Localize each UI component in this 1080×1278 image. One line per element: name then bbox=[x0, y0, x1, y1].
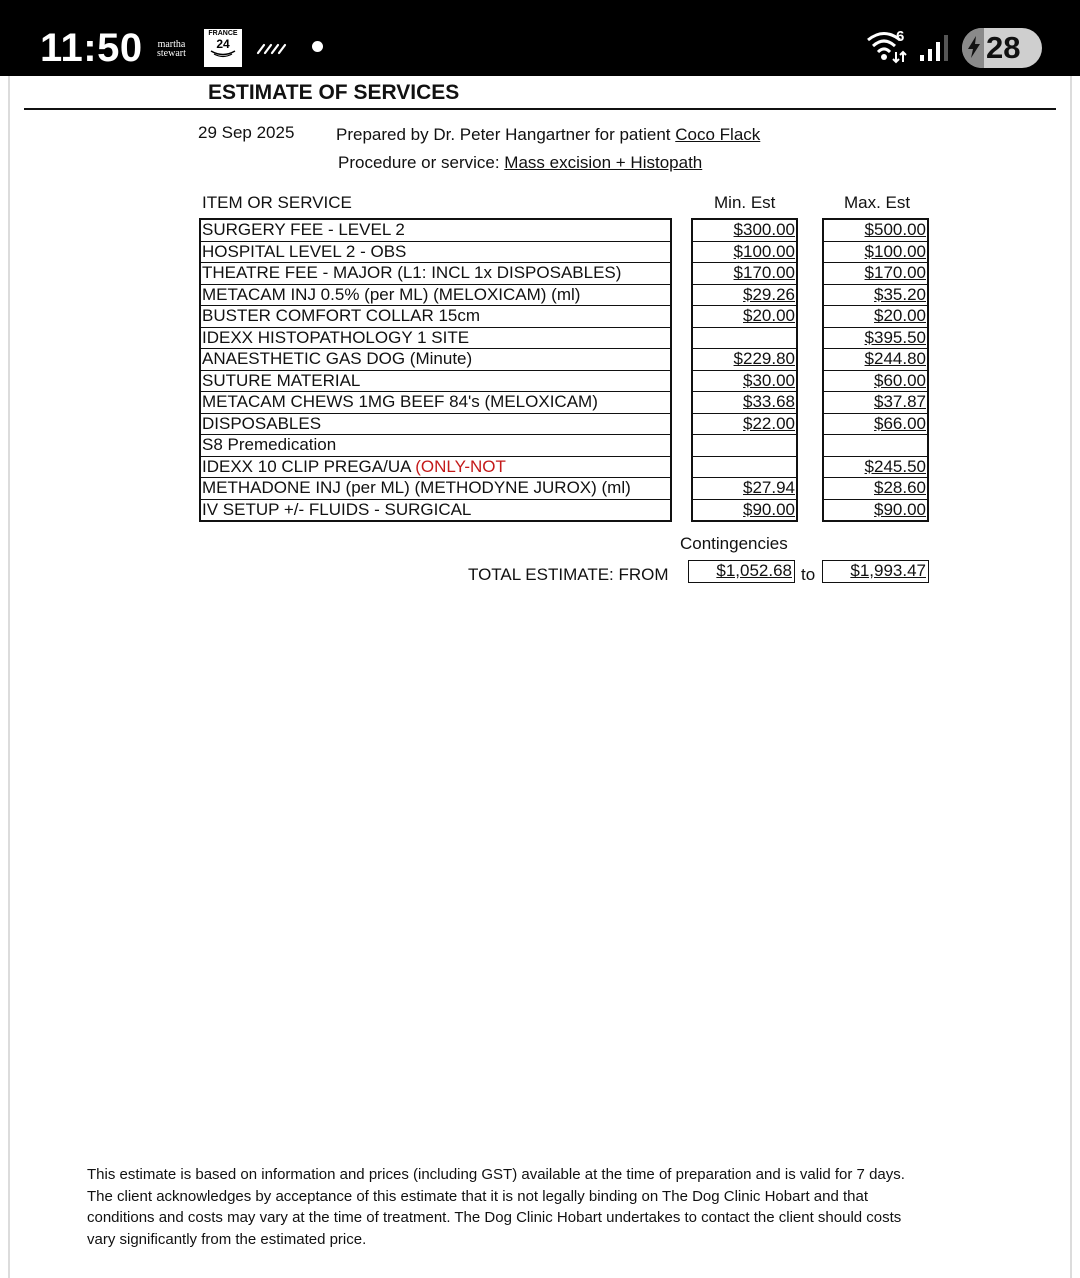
max-estimate-cell: $100.00 bbox=[824, 242, 927, 264]
cell-signal-icon bbox=[918, 33, 950, 68]
max-estimate-cell: $60.00 bbox=[824, 371, 927, 393]
max-estimate-cell: $170.00 bbox=[824, 263, 927, 285]
max-estimate-cell: $395.50 bbox=[824, 328, 927, 350]
total-estimate-label: TOTAL ESTIMATE: FROM bbox=[468, 565, 669, 584]
item-name: IV SETUP +/- FLUIDS - SURGICAL bbox=[202, 499, 472, 519]
item-name: DISPOSABLES bbox=[202, 413, 322, 433]
procedure-line bbox=[338, 152, 702, 174]
item-name: ANAESTHETIC GAS DOG (Minute) bbox=[202, 349, 473, 368]
battery-charging-icon bbox=[967, 36, 981, 64]
martha-line2: stewart bbox=[157, 48, 186, 59]
table-row-item bbox=[201, 414, 670, 436]
battery-indicator bbox=[962, 28, 1042, 68]
procedure-name: Mass excision + Histopath bbox=[504, 153, 703, 172]
min-estimate-cell: $100.00 bbox=[693, 242, 796, 264]
martha-stewart-notification-icon bbox=[157, 40, 186, 58]
min-estimate-cell: $229.80 bbox=[693, 349, 796, 371]
status-clock: 11:50 bbox=[40, 26, 143, 70]
min-estimate-cell: $29.26 bbox=[693, 285, 796, 307]
item-name: METACAM INJ 0.5% (per ML) (MELOXICAM) (ml) bbox=[202, 284, 581, 304]
min-estimate-cell: $170.00 bbox=[693, 263, 796, 285]
min-column-header: Min. Est bbox=[714, 193, 776, 212]
table-row-item bbox=[201, 371, 670, 393]
page-edge-left bbox=[8, 76, 10, 1278]
item-name: HOSPITAL LEVEL 2 - OBS bbox=[202, 241, 407, 261]
item-name: THEATRE FEE - MAJOR (L1: INCL 1x DISPOSABLES) bbox=[202, 263, 622, 282]
max-estimate-cell: $245.50 bbox=[824, 457, 927, 479]
table-row-item bbox=[201, 392, 670, 414]
document-title: ESTIMATE OF SERVICES bbox=[208, 81, 460, 104]
battery-percent: 28 bbox=[986, 30, 1021, 65]
patient-name: Coco Flack bbox=[675, 125, 761, 144]
item-name: IDEXX HISTOPATHOLOGY 1 SITE bbox=[202, 327, 470, 347]
max-estimate-column bbox=[822, 218, 929, 522]
max-estimate-cell: $90.00 bbox=[874, 499, 926, 519]
contingencies-label: Contingencies bbox=[680, 534, 788, 553]
martha-line1: martha bbox=[157, 39, 186, 50]
item-column-header: ITEM OR SERVICE bbox=[202, 193, 352, 212]
disclaimer-line: vary significantly from the estimated price. bbox=[87, 1231, 367, 1249]
max-estimate-cell: $244.80 bbox=[824, 349, 927, 371]
item-name: SURGERY FEE - LEVEL 2 bbox=[202, 220, 405, 239]
min-estimate-cell: $33.68 bbox=[693, 392, 796, 414]
table-row-item bbox=[201, 263, 670, 285]
france24-line2: 24 bbox=[216, 37, 230, 51]
item-name: SUTURE MATERIAL bbox=[202, 370, 361, 390]
table-row-item bbox=[201, 500, 670, 522]
items-table bbox=[199, 218, 672, 522]
min-estimate-cell: $27.94 bbox=[693, 478, 796, 500]
item-name: METACAM CHEWS 1MG BEEF 84's (MELOXICAM) bbox=[202, 392, 598, 411]
min-estimate-cell bbox=[693, 457, 796, 479]
table-row-item bbox=[201, 328, 670, 350]
total-min-value: $1,052.68 bbox=[688, 560, 795, 583]
page-edge-right bbox=[1070, 76, 1072, 1278]
item-name: BUSTER COMFORT COLLAR 15cm bbox=[202, 306, 481, 325]
min-estimate-cell: $30.00 bbox=[693, 371, 796, 393]
max-estimate-cell: $20.00 bbox=[824, 306, 927, 328]
item-name: METHADONE INJ (per ML) (METHODYNE JUROX) (ml) bbox=[202, 478, 631, 497]
min-estimate-cell: $300.00 bbox=[693, 220, 796, 242]
max-estimate-cell: $35.20 bbox=[824, 285, 927, 307]
table-row-item bbox=[201, 285, 670, 307]
data-activity-icon bbox=[256, 41, 288, 58]
france24-line1: FRANCE bbox=[208, 30, 238, 37]
max-estimate-cell: $28.60 bbox=[824, 478, 927, 500]
disclaimer-line: The client acknowledges by acceptance of this estimate that it is not legally binding on The Dog Clinic Hobart and that bbox=[87, 1187, 869, 1205]
max-estimate-cell: $66.00 bbox=[824, 414, 927, 436]
table-row-item bbox=[201, 435, 670, 457]
item-name: S8 Premedication bbox=[202, 435, 337, 454]
min-estimate-cell bbox=[693, 435, 796, 457]
disclaimer bbox=[87, 1164, 987, 1251]
france24-notification-icon bbox=[204, 29, 242, 67]
item-note-red: (ONLY-NOT bbox=[415, 456, 506, 476]
disclaimer-line: conditions and costs may vary at the time of treatment. The Dog Clinic Hobart undertakes to contact the client should costs bbox=[87, 1209, 902, 1227]
max-column-header: Max. Est bbox=[844, 193, 911, 212]
table-row-item bbox=[201, 242, 670, 264]
table-row-item bbox=[201, 457, 670, 479]
min-estimate-cell bbox=[693, 328, 796, 350]
min-estimate-cell: $20.00 bbox=[693, 306, 796, 328]
disclaimer-line: This estimate is based on information and prices (including GST) available at the time of preparation and is valid for 7 days. bbox=[87, 1166, 905, 1183]
min-estimate-column bbox=[691, 218, 798, 522]
table-row-item bbox=[201, 349, 670, 371]
prepared-by-line bbox=[336, 124, 760, 146]
total-to-label: to bbox=[801, 565, 816, 584]
total-max-value: $1,993.47 bbox=[822, 560, 929, 583]
prepared-by-text: Prepared by Dr. Peter Hangartner for patient bbox=[336, 125, 676, 144]
table-row-item bbox=[201, 306, 670, 328]
france24-waves-icon bbox=[210, 50, 236, 58]
item-name: IDEXX 10 CLIP PREGA/UA bbox=[202, 456, 416, 476]
estimate-date: 29 Sep 2025 bbox=[198, 123, 295, 142]
status-bar bbox=[0, 0, 1080, 76]
wifi-icon bbox=[866, 30, 912, 69]
max-estimate-cell: $500.00 bbox=[824, 220, 927, 242]
title-divider bbox=[24, 108, 1056, 110]
more-notifications-dot-icon bbox=[312, 41, 323, 52]
table-row-item bbox=[201, 220, 670, 242]
procedure-label: Procedure or service: bbox=[338, 153, 505, 172]
min-estimate-cell: $22.00 bbox=[693, 414, 796, 436]
max-estimate-cell: $37.87 bbox=[824, 392, 927, 414]
table-row-item bbox=[201, 478, 670, 500]
max-estimate-cell bbox=[824, 435, 927, 457]
min-estimate-cell: $90.00 bbox=[743, 499, 795, 519]
wifi-badge: 6 bbox=[896, 28, 905, 45]
